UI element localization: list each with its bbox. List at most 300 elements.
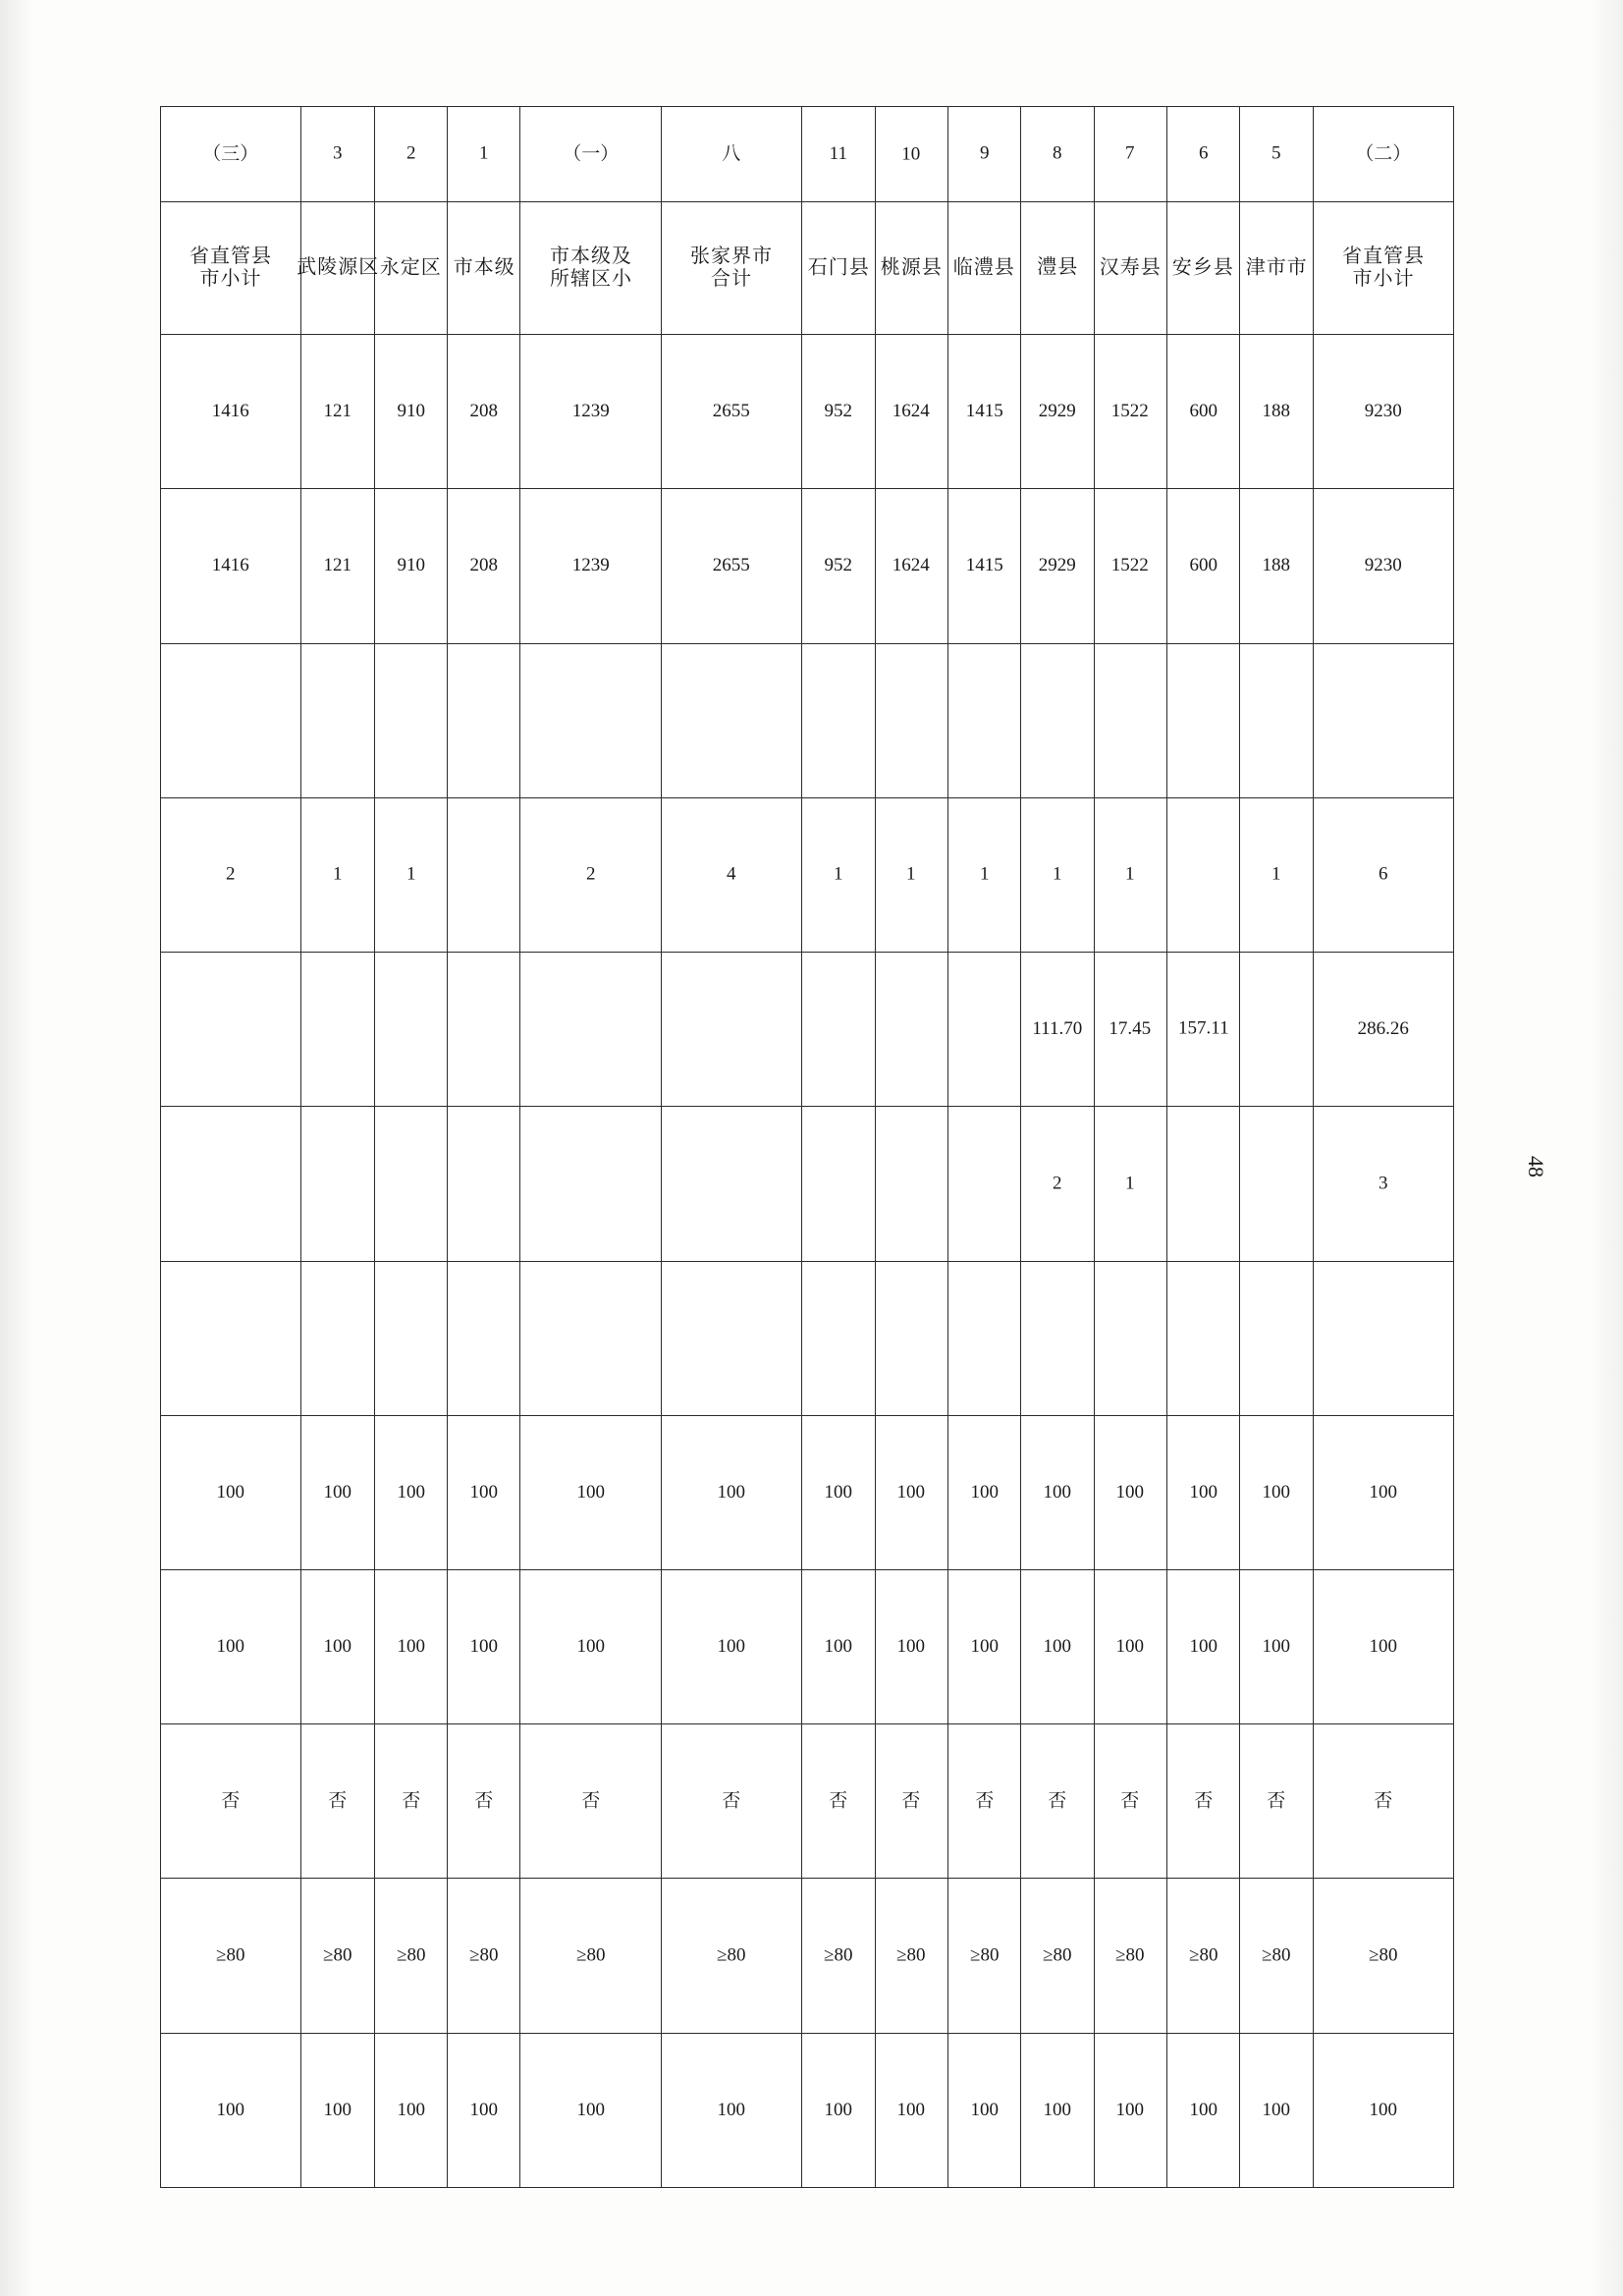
table-cell-value: 100 — [397, 1481, 425, 1503]
column-name-label — [953, 256, 1015, 280]
column-name-line: 津市市 — [1245, 256, 1308, 279]
column-name-line: 市本级 — [453, 256, 515, 279]
table-cell — [520, 643, 661, 797]
table-cell — [875, 335, 947, 489]
table-cell — [161, 1415, 301, 1569]
table-cell — [448, 2033, 520, 2187]
table-cell — [1094, 1261, 1166, 1415]
table-cell-value: 100 — [469, 2099, 499, 2120]
table-cell — [947, 1415, 1020, 1569]
column-serial-number-label: 2 — [406, 142, 416, 164]
table-cell-value: 否 — [221, 1790, 241, 1812]
table-cell — [1166, 1261, 1239, 1415]
table-cell-value: 否 — [1267, 1790, 1286, 1812]
table-cell — [1021, 1724, 1094, 1879]
column-serial-number — [661, 107, 801, 202]
table-cell-value: ≥80 — [896, 1944, 926, 1966]
data-table — [160, 106, 1454, 2188]
table-cell-value: 100 — [1189, 2099, 1217, 2120]
table-cell — [301, 953, 374, 1107]
table-cell-value: 910 — [397, 555, 425, 576]
table-cell-value: 100 — [1262, 2099, 1291, 2120]
table-cell-value: 否 — [1374, 1790, 1393, 1812]
column-name — [297, 202, 380, 335]
table-cell-value: 208 — [469, 401, 499, 421]
table-cell — [1240, 489, 1313, 643]
column-serial-number-label: 1 — [479, 142, 489, 164]
table-cell-value: ≥80 — [717, 1944, 746, 1966]
table-row — [301, 107, 374, 2188]
table-cell-value: 100 — [323, 1481, 352, 1503]
column-name-label — [1172, 256, 1234, 280]
table-cell — [448, 1724, 520, 1879]
column-name-label — [380, 256, 442, 280]
table-cell — [1240, 953, 1313, 1107]
table-cell-value: 188 — [1262, 401, 1291, 421]
table-cell — [1094, 953, 1166, 1107]
table-cell-value: 否 — [1120, 1790, 1140, 1812]
table-cell-value: 100 — [1043, 1481, 1072, 1503]
table-cell — [1313, 797, 1453, 952]
table-cell — [374, 1261, 447, 1415]
table-cell-value: 100 — [397, 1635, 425, 1657]
column-name-line: 永定区 — [379, 256, 442, 279]
table-cell — [161, 797, 301, 952]
table-row — [374, 107, 447, 2188]
table-cell — [661, 2033, 801, 2187]
table-cell — [520, 797, 661, 952]
table-row — [1313, 107, 1453, 2188]
table-cell — [374, 953, 447, 1107]
table-cell — [374, 1569, 447, 1723]
table-cell — [802, 489, 875, 643]
table-cell — [947, 2033, 1020, 2187]
table-cell-value: 1624 — [893, 555, 931, 576]
table-cell-value: 4 — [727, 863, 736, 885]
table-cell — [947, 643, 1020, 797]
table-cell — [802, 1569, 875, 1723]
table-cell — [947, 489, 1020, 643]
table-cell-value: 2655 — [713, 555, 750, 576]
table-row — [1240, 107, 1313, 2188]
table-cell-value: 否 — [1048, 1790, 1067, 1812]
table-cell-value: 100 — [896, 1481, 926, 1503]
column-name — [161, 202, 301, 335]
table-cell — [448, 1107, 520, 1261]
table-cell-value: 3 — [1379, 1173, 1388, 1194]
table-cell — [875, 1415, 947, 1569]
table-cell-value: 2 — [585, 863, 596, 885]
table-cell — [1166, 1415, 1239, 1569]
table-cell-value: 100 — [896, 1635, 926, 1657]
table-cell — [1313, 643, 1453, 797]
table-cell-value: 1239 — [571, 401, 610, 421]
table-cell — [875, 953, 947, 1107]
column-serial-number-label: 5 — [1271, 142, 1281, 164]
table-cell — [1166, 1879, 1239, 2033]
column-name — [448, 202, 520, 335]
table-cell-value: 1 — [1125, 1173, 1136, 1194]
table-row — [875, 107, 947, 2188]
table-cell — [374, 1107, 447, 1261]
table-cell — [947, 1107, 1020, 1261]
column-serial-number — [1240, 107, 1313, 202]
table-cell — [1240, 335, 1313, 489]
table-cell — [161, 643, 301, 797]
column-serial-number — [520, 107, 661, 202]
table-cell-value: 1 — [1053, 863, 1062, 885]
table-cell-value: 2 — [1053, 1173, 1062, 1194]
table-cell-value: 100 — [397, 2099, 425, 2120]
table-cell — [448, 1879, 520, 2033]
table-cell — [875, 1107, 947, 1261]
table-cell — [161, 489, 301, 643]
table-cell-value: ≥80 — [1262, 1944, 1291, 1966]
table-cell — [374, 489, 447, 643]
table-cell-value: 100 — [216, 1635, 245, 1657]
column-serial-number — [1313, 107, 1453, 202]
table-cell — [161, 1107, 301, 1261]
column-name-line: 市小计 — [199, 268, 262, 291]
table-cell-value: 1 — [1125, 863, 1136, 885]
table-cell-value: 111.70 — [1032, 1017, 1083, 1039]
table-cell — [520, 1569, 661, 1723]
column-serial-number — [802, 107, 875, 202]
table-cell-value: 否 — [975, 1790, 995, 1812]
column-serial-number — [1094, 107, 1166, 202]
table-cell-value: 否 — [1194, 1790, 1214, 1812]
table-cell — [1021, 489, 1094, 643]
table-cell — [802, 1415, 875, 1569]
column-name — [661, 202, 801, 335]
column-serial-number-label: 7 — [1125, 142, 1136, 164]
table-cell-value: 100 — [469, 1635, 499, 1657]
table-cell — [875, 1261, 947, 1415]
table-cell — [1240, 2033, 1313, 2187]
table-cell-value: 100 — [1369, 1481, 1398, 1503]
table-cell — [661, 1724, 801, 1879]
table-cell — [520, 1107, 661, 1261]
table-cell — [374, 1724, 447, 1879]
table-cell-value: 否 — [328, 1790, 348, 1812]
table-cell-value: 157.11 — [1177, 1017, 1229, 1039]
table-cell — [301, 489, 374, 643]
table-cell-value: 121 — [323, 555, 352, 576]
table-cell — [661, 1415, 801, 1569]
column-name — [1094, 202, 1166, 335]
table-cell-value: ≥80 — [1188, 1944, 1218, 1966]
table-cell — [1094, 1107, 1166, 1261]
table-cell-value: 100 — [216, 2099, 245, 2120]
table-cell — [1021, 1879, 1094, 2033]
column-name-line: 市小计 — [1352, 268, 1415, 291]
column-name-label — [533, 246, 649, 291]
table-cell — [161, 335, 301, 489]
table-cell — [161, 1879, 301, 2033]
table-cell — [875, 797, 947, 952]
table-cell-value: 100 — [576, 2099, 605, 2120]
table-cell — [1313, 1569, 1453, 1723]
table-cell — [1240, 1724, 1313, 1879]
table-cell-value: 600 — [1189, 401, 1217, 421]
table-cell — [1166, 953, 1239, 1107]
table-cell — [875, 1569, 947, 1723]
column-name — [802, 202, 875, 335]
table-cell-value: ≥80 — [969, 1944, 1000, 1966]
table-cell — [520, 953, 661, 1107]
table-cell — [520, 1724, 661, 1879]
table-cell-value: 否 — [829, 1790, 848, 1812]
column-name — [1021, 202, 1094, 335]
table-cell-value: 6 — [1379, 863, 1388, 885]
table-cell — [374, 1879, 447, 2033]
table-cell — [520, 2033, 661, 2187]
table-cell — [448, 1415, 520, 1569]
table-row — [661, 107, 801, 2188]
table-cell-value: ≥80 — [216, 1944, 245, 1966]
column-name — [875, 202, 947, 335]
table-cell-value: 2929 — [1038, 555, 1076, 576]
table-cell-value: 100 — [1369, 1635, 1398, 1657]
table-cell-value: 100 — [323, 1635, 352, 1657]
table-cell — [301, 2033, 374, 2187]
table-cell — [1240, 1569, 1313, 1723]
table-cell — [661, 1879, 801, 2033]
table-cell-value: 100 — [469, 1481, 499, 1503]
table-cell — [301, 1415, 374, 1569]
table-cell-value: 1416 — [212, 401, 250, 421]
table-cell — [947, 1569, 1020, 1723]
table-cell — [301, 1107, 374, 1261]
column-serial-number — [947, 107, 1020, 202]
table-cell-value: 100 — [1043, 2099, 1072, 2120]
table-cell-value: 2655 — [713, 401, 750, 421]
table-cell — [448, 953, 520, 1107]
table-cell — [1313, 335, 1453, 489]
table-cell — [802, 1879, 875, 2033]
table-cell-value: 121 — [323, 401, 352, 421]
table-cell — [661, 489, 801, 643]
table-cell-value: 100 — [216, 1481, 245, 1503]
table-cell — [802, 2033, 875, 2187]
table-cell-value: 952 — [824, 401, 853, 421]
table-cell — [1166, 335, 1239, 489]
table-row — [1094, 107, 1166, 2188]
column-name — [1313, 202, 1453, 335]
table-cell-value: 17.45 — [1109, 1017, 1152, 1039]
table-cell-value: 1522 — [1111, 555, 1150, 576]
table-cell — [161, 2033, 301, 2187]
column-name — [1240, 202, 1313, 335]
column-name — [947, 202, 1020, 335]
column-name-line: 安乡县 — [1172, 256, 1235, 279]
table-cell — [301, 797, 374, 952]
table-cell — [1094, 1415, 1166, 1569]
table-cell — [1021, 1261, 1094, 1415]
table-cell — [1166, 1107, 1239, 1261]
table-cell — [448, 1569, 520, 1723]
table-cell-value: 100 — [323, 2099, 352, 2120]
table-cell-value: ≥80 — [396, 1944, 426, 1966]
table-cell — [1240, 643, 1313, 797]
column-name-label — [1246, 256, 1308, 280]
table-cell — [802, 1107, 875, 1261]
column-serial-number — [161, 107, 301, 202]
column-name-line: 临澧县 — [953, 256, 1016, 279]
column-name-line: 市本级及 — [549, 246, 632, 268]
table-cell-value: 1 — [834, 863, 843, 885]
table-cell — [374, 643, 447, 797]
column-name-line: 张家界市 — [690, 246, 774, 268]
column-name-line: 桃源县 — [880, 256, 943, 279]
table-cell — [802, 953, 875, 1107]
table-cell — [947, 1261, 1020, 1415]
table-cell — [661, 1569, 801, 1723]
table-cell — [161, 1569, 301, 1723]
column-name-line: 石门县 — [807, 256, 870, 279]
column-name-label — [1100, 256, 1162, 280]
table-cell-value: 100 — [717, 1635, 746, 1657]
table-cell-value: 1 — [406, 863, 416, 885]
table-cell — [520, 489, 661, 643]
table-cell — [802, 797, 875, 952]
table-cell-value: 100 — [896, 2099, 926, 2120]
column-serial-number-label: 八 — [722, 142, 741, 164]
table-cell-value: 100 — [824, 1635, 853, 1657]
table-cell — [1094, 797, 1166, 952]
table-cell — [947, 335, 1020, 489]
table-cell-value: 100 — [970, 1635, 999, 1657]
column-name-label — [807, 256, 869, 280]
column-name-label — [1325, 246, 1441, 291]
table-cell — [301, 1879, 374, 2033]
page-number: 48 — [1524, 1156, 1548, 1177]
table-cell-value: 910 — [397, 401, 425, 421]
table-cell — [1094, 1569, 1166, 1723]
column-name-line: 汉寿县 — [1099, 256, 1162, 279]
column-name — [1166, 202, 1239, 335]
column-serial-number — [301, 107, 374, 202]
table-cell — [661, 797, 801, 952]
column-serial-number-label: 10 — [901, 142, 921, 164]
table-cell-value: 100 — [824, 1481, 853, 1503]
column-serial-number-label: （一） — [563, 142, 620, 164]
table-cell — [1166, 2033, 1239, 2187]
table-cell — [947, 1724, 1020, 1879]
table-cell-value: 100 — [824, 2099, 853, 2120]
column-name — [520, 202, 661, 335]
table-cell — [1313, 1261, 1453, 1415]
column-name-label — [1037, 256, 1078, 280]
table-cell — [1094, 1879, 1166, 2033]
table-cell — [161, 1261, 301, 1415]
table-cell-value: 100 — [970, 1481, 999, 1503]
table-cell — [448, 1261, 520, 1415]
column-name-label — [881, 256, 943, 280]
table-cell — [1313, 1724, 1453, 1879]
table-cell — [875, 1879, 947, 2033]
table-cell — [1313, 2033, 1453, 2187]
table-cell-value: 208 — [469, 555, 499, 576]
table-cell-value: 100 — [1262, 1481, 1291, 1503]
column-serial-number-label: 9 — [979, 142, 990, 164]
table-cell — [520, 1415, 661, 1569]
table-cell-value: 2929 — [1038, 401, 1076, 421]
table-row — [947, 107, 1020, 2188]
table-cell — [661, 1261, 801, 1415]
table-cell-value: 100 — [1116, 1635, 1145, 1657]
table-cell-value: ≥80 — [824, 1944, 853, 1966]
table-cell — [301, 1261, 374, 1415]
column-serial-number-label: 6 — [1198, 142, 1209, 164]
column-name-label — [173, 246, 289, 291]
table-cell — [1021, 335, 1094, 489]
table-cell-value: 否 — [401, 1790, 420, 1812]
table-cell — [947, 1879, 1020, 2033]
table-cell — [448, 335, 520, 489]
table-cell — [1313, 953, 1453, 1107]
table-cell — [1166, 797, 1239, 952]
table-cell-value: 100 — [1043, 1635, 1072, 1657]
table-cell — [802, 1724, 875, 1879]
table-cell-value: 1 — [333, 863, 343, 885]
table-cell — [661, 335, 801, 489]
table-cell-value: 1522 — [1111, 401, 1150, 421]
table-cell — [1166, 643, 1239, 797]
table-cell — [448, 489, 520, 643]
column-serial-number — [1021, 107, 1094, 202]
table-cell — [374, 2033, 447, 2187]
table-row — [520, 107, 661, 2188]
table-cell-value: ≥80 — [469, 1944, 499, 1966]
column-serial-number-label: 8 — [1053, 142, 1062, 164]
table-cell — [1021, 797, 1094, 952]
table-cell-value: 952 — [824, 555, 853, 576]
table-cell — [802, 1261, 875, 1415]
column-name-label — [297, 256, 379, 280]
table-cell — [1094, 2033, 1166, 2187]
table-cell-value: 100 — [1369, 2099, 1398, 2120]
table-cell-value: 否 — [474, 1790, 494, 1812]
table-cell-value: 286.26 — [1357, 1017, 1409, 1039]
table-cell — [875, 643, 947, 797]
table-cell — [661, 643, 801, 797]
table-cell-value: 188 — [1262, 555, 1291, 576]
table-cell — [1021, 953, 1094, 1107]
table-cell — [520, 335, 661, 489]
column-name-line: 合计 — [711, 268, 753, 291]
table-cell-value: ≥80 — [575, 1944, 606, 1966]
table-cell-value: 1415 — [965, 401, 1003, 421]
table-cell-value: 1239 — [571, 555, 610, 576]
table-cell — [1094, 335, 1166, 489]
table-cell-value: 否 — [722, 1790, 741, 1812]
table-cell — [875, 2033, 947, 2187]
column-name-line: 省直管县 — [1342, 246, 1426, 268]
table-cell — [1021, 1107, 1094, 1261]
data-table-container — [160, 106, 1454, 2188]
column-name-line: 澧县 — [1036, 256, 1078, 279]
column-name-line: 所辖区小 — [549, 268, 632, 291]
table-cell — [1094, 643, 1166, 797]
table-row — [448, 107, 520, 2188]
table-cell — [1313, 489, 1453, 643]
table-cell — [1094, 1724, 1166, 1879]
table-row — [1166, 107, 1239, 2188]
table-cell-value: 100 — [717, 1481, 746, 1503]
table-cell — [1240, 1415, 1313, 1569]
table-cell — [661, 953, 801, 1107]
